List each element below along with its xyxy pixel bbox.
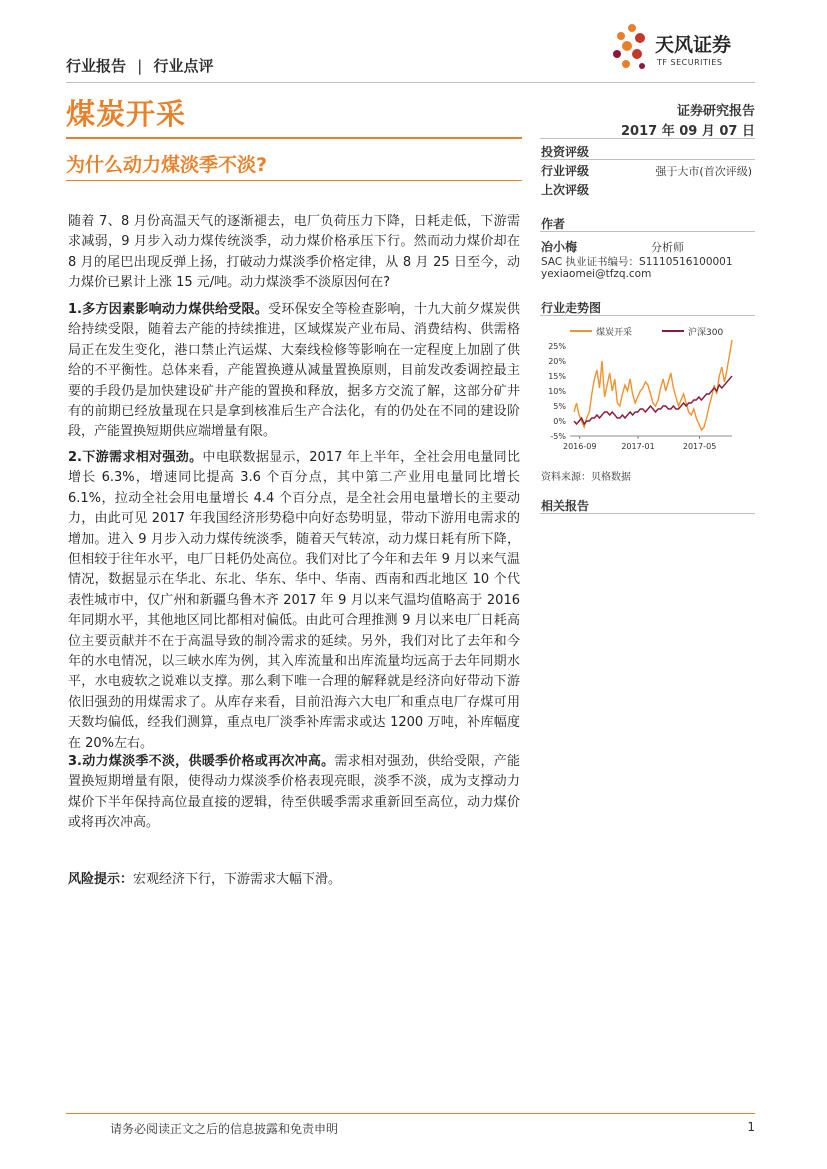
chart-x-axis — [563, 436, 732, 451]
paragraph-supply — [68, 300, 520, 443]
y-tick-label: 25% — [548, 342, 566, 351]
footer-disclaimer: 请务必阅读正文之后的信息披露和免责申明 — [110, 1122, 339, 1136]
x-tick-label: 2016-09 — [563, 442, 597, 451]
y-tick-label: 10% — [548, 387, 566, 396]
industry-rating-label: 行业评级 — [541, 164, 590, 178]
y-tick-label: 5% — [553, 402, 566, 411]
related-divider — [540, 513, 755, 514]
report-type: 证券研究报告 — [676, 104, 755, 119]
risk-warning — [68, 870, 520, 890]
paragraph-supply-text: 受环保安全等检查影响，十九大前夕煤炭供给持续受限，随着去产能的持续推进，区域煤炭产业布局、消费结构、供需格局正在发生变化，港口禁止汽运煤、大秦线检修等影响在一定程度上加剧了供给的不平衡性。总体来看，产能置换遵从减量置换原则，目前发改委调控最主要的手段仍是加快建设矿井产能的置换和释放，据多方交流了解，这部分矿井有的前期已经放量现在只是拿到核准后生产合法化，有的仍处在不同的建设阶段，产能置换短期供应端增量有限。 — [68, 302, 520, 440]
sidebar-divider-top — [540, 138, 755, 139]
subtitle-divider — [66, 180, 522, 181]
logo-english-text: TF SECURITIES — [657, 58, 723, 67]
rating-divider — [540, 159, 755, 160]
report-subtitle: 为什么动力煤淡季不淡? — [66, 154, 268, 176]
y-tick-label: 0% — [553, 417, 566, 426]
related-heading: 相关报告 — [541, 499, 590, 513]
series-line-hs300 — [574, 376, 732, 424]
tf-securities-logo — [611, 20, 771, 72]
author-email: yexiaomei@tfzq.com — [541, 268, 652, 280]
author-cert: SAC 执业证书编号：S1110516100001 — [541, 256, 733, 268]
logo-mark-icon — [611, 22, 653, 72]
rating-heading: 投资评级 — [541, 145, 590, 159]
industry-trend-chart — [540, 318, 755, 463]
logo-chinese-text: 天风证券 — [655, 34, 732, 56]
x-tick-label: 2017-05 — [682, 442, 717, 451]
risk-warning-heading: 风险提示： — [68, 872, 134, 887]
title-divider — [66, 137, 522, 139]
author-name: 冶小梅 — [541, 240, 578, 254]
paragraph-outlook-text: 需求相对强劲，供给受限，产能置换短期增量有限，使得动力煤淡季价格表现亮眼，淡季不淡，成为支撑动力煤价下半年保持高位最直接的逻辑，待至供暖季需求重新回至高位，动力煤价或将再次冲高。 — [68, 754, 520, 831]
chart-legend — [570, 326, 723, 338]
x-tick-label: 2017-01 — [621, 442, 655, 451]
chart-y-axis — [548, 342, 566, 441]
chart-lines — [574, 340, 732, 430]
report-date: 2017 年 09 月 07 日 — [621, 124, 755, 139]
industry-title: 煤炭开采 — [66, 97, 187, 131]
y-tick-label: -5% — [550, 432, 566, 441]
paragraph-demand-text: 中电联数据显示，2017 年上半年，全社会用电量同比增长 6.3%，增速同比提高 3.6 个百分点，其中第二产业用电量同比增长 6.1%，拉动全社会用电量增长 4.4 个百分点，是全社会用电量增长的主要动力，由此可见 2017 年我国经济形势稳中向好态势明显，带动下游用电需求的增加。进入 9 月步入动力煤传统淡季，随着天气转凉，动力煤日耗有所下降，但相较于往年水平，电厂日耗仍处高位。我们对比了今年和去年 9 月以来气温情况，数据显示在华北、东北、华东、华中、华南、西南和西北地区 10 个代表性城市中，仅广州和新疆乌鲁木齐 2017 年 9 月以来气温均值略高于 2016 年同期水平，其他地区同比都相对偏低。由此可合理推测 9 月以来电厂日耗高位主要贡献并不在于高温导致的制冷需求的延续。另外，我们对比了去年和今年的水电情况，以三峡水库为例，其入库流量和出库流量均远高于去年同期水平，水电疲软之说难以支撑。那么剩下唯一合理的解释就是经济向好带动下游依旧强劲的用煤需求了。从库存来看，目前沿海六大电厂和重点电厂存煤可用天数均偏低，经我们测算，重点电厂淡季补库需求或达 1200 万吨，补库幅度在 20%左右。 — [68, 450, 520, 751]
legend-label-hs300: 沪深300 — [688, 328, 724, 338]
legend-label-coal: 煤炭开采 — [596, 328, 633, 338]
y-tick-label: 20% — [548, 357, 566, 366]
trend-heading: 行业走势图 — [541, 301, 602, 315]
paragraph-outlook — [68, 752, 520, 834]
subcategory-label: 行业点评 — [153, 57, 214, 75]
paragraph-demand — [68, 448, 520, 754]
lead-paragraph: 随着 7、8 月份高温天气的逐渐褪去，电厂负荷压力下降，日耗走低，下游需求减弱，9 月步入动力煤传统淡季，动力煤价格承压下行。然而动力煤价却在 8 月的尾巴出现反弹上扬，打破动力煤淡季价格定律，从 8 月 25 日至今，动力煤价已累计上涨 15 元/吨。动力煤淡季不淡原因何在? — [68, 214, 520, 291]
footer-divider — [66, 1113, 755, 1114]
author-heading: 作者 — [541, 217, 566, 231]
paragraph-outlook-heading: 3.动力煤淡季不淡，供暖季价格或再次冲高。 — [68, 754, 335, 769]
report-category — [66, 55, 214, 76]
page-number: 1 — [747, 1120, 755, 1134]
category-label: 行业报告 — [66, 57, 127, 75]
paragraph-demand-heading: 2.下游需求相对强劲。 — [68, 450, 203, 465]
author-title: 分析师 — [651, 241, 684, 254]
paragraph-supply-heading: 1.多方因素影响动力煤供给受限。 — [68, 302, 269, 317]
chart-source: 资料来源：贝格数据 — [541, 472, 631, 483]
y-tick-label: 15% — [548, 372, 566, 381]
author-divider — [540, 231, 755, 232]
trend-divider — [540, 315, 755, 316]
industry-rating-value: 强于大市(首次评级) — [655, 165, 752, 178]
last-rating-label: 上次评级 — [541, 183, 590, 197]
risk-warning-text: 宏观经济下行，下游需求大幅下滑。 — [133, 872, 342, 887]
category-separator: | — [137, 57, 143, 75]
header-divider — [66, 82, 755, 83]
